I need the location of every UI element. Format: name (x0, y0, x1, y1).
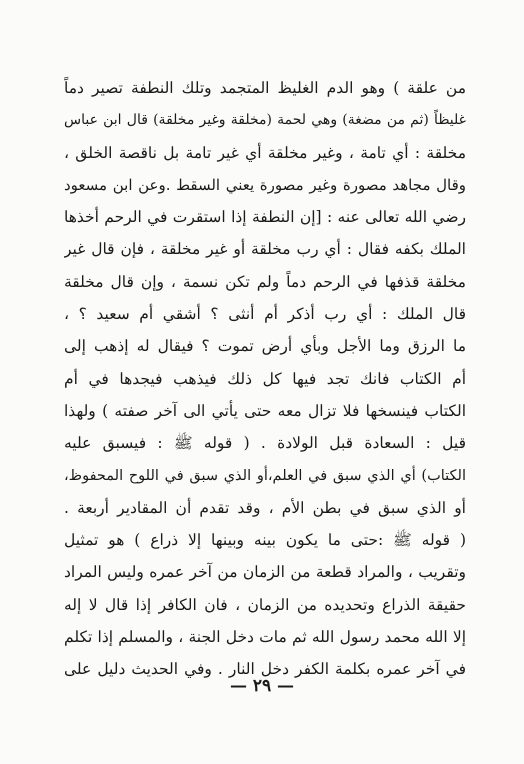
text-line: وقال مجاهد مصورة وغير مصورة يعني السقط .وعن ابن مسعود (64, 175, 466, 194)
text-line: الملك بكفه فقال : أي رب مخلقة أو غير مخلقة ، فإن قال غير (64, 240, 466, 259)
text-line: في آخر عمره بكلمة الكفر دخل النار . وفي الحديث دليل على (64, 660, 466, 679)
text-line: قيل : السعادة قبل الولادة . ( قوله ﷺ : فيسبق عليه (64, 434, 466, 453)
text-line: مخلقة قذفها في الرحم دماً ولم تكن نسمة ، وإن قال مخلقة (64, 272, 466, 291)
page-number: — ٢٩ — (229, 676, 295, 696)
text-line: أو الذي سبق في بطن الأم ، وقد تقدم أن المقادير أربعة . (64, 498, 466, 517)
text-line: من علقة ) وهو الدم الغليظ المتجمد وتلك النطفة تصير دماً (64, 79, 466, 97)
text-line: ما الرزق وما الأجل وبأي أرض تموت ؟ فيقال له إذهب إلى (64, 337, 466, 356)
body-text (64, 72, 466, 686)
text-line: أم الكتاب فانك تجد فيها كل ذلك فيذهب فيجدها في أم (64, 369, 466, 388)
text-line: الكتاب) أي الذي سبق في العلم،أو الذي سبق في اللوح المحفوظ، (64, 467, 466, 484)
text-line: مخلقة : أي تامة ، وغير مخلقة أي غير تامة بل ناقصة الخلق ، (64, 143, 466, 162)
text-line: ( قوله ﷺ :حتى ما يكون بينه وبينها إلا ذراع ) هو تمثيل (64, 531, 466, 550)
text-line: رضي الله تعالى عنه : [إن النطفة إذا استقرت في الرحم أخذها (64, 208, 466, 227)
text-line: وتقريب ، والمراد قطعة من الزمان من آخر عمره وليس المراد (64, 563, 466, 582)
text-line: إلا الله محمد رسول الله ثم مات دخل الجنة ، والمسلم إذا تكلم (64, 628, 466, 647)
text-line: الكتاب فينسخها فلا تزال معه حتى يأتي الى آخر صفته ) ولهذا (64, 401, 466, 420)
text-line: حقيقة الذراع وتحديده من الزمان ، فان الكافر إذا قال لا إله (64, 595, 466, 614)
text-line: غليظاً (ثم من مضغة) وهي لحمة (مخلقة وغير مخلقة) قال ابن عباس (64, 112, 466, 129)
text-line: قال الملك : أي رب أذكر أم أنثى ؟ أشقي أم سعيد ؟ ، (64, 305, 466, 324)
